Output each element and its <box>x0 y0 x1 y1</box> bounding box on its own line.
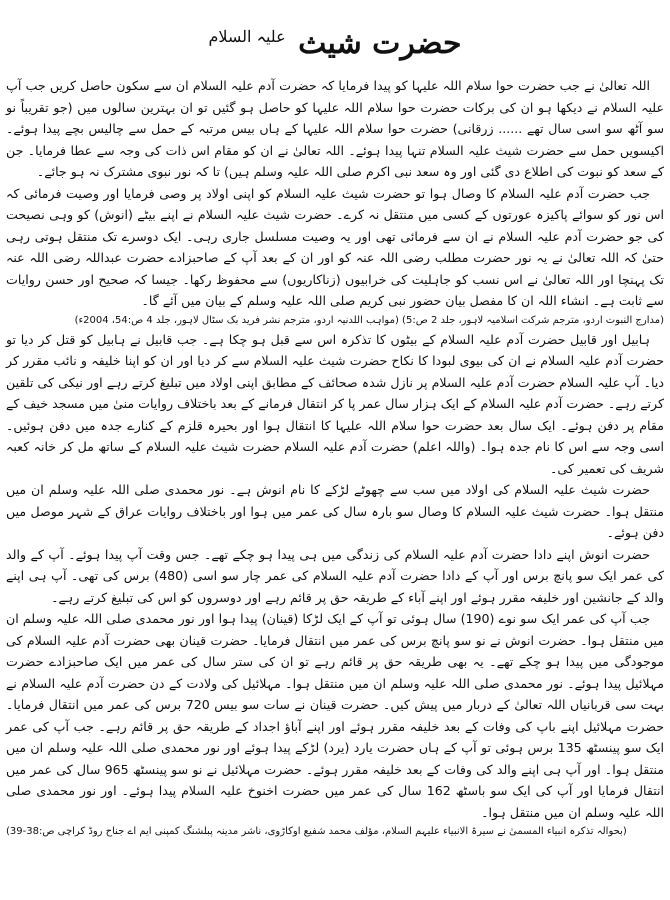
reference-source: (بحوالہ تذکرہ انبیاء المسمیٰ نے سیرۃ الانبیاء علیہم السلام، مؤلف محمد شفیع اوکاڑوی، ناشر مدینہ پبلشنگ کمپنی ایم اے جناح روڈ کراچی ص:38-39) <box>6 826 627 837</box>
paragraph-habil-qabil: ہابیل اور قابیل حضرت آدم علیہ السلام کے بیٹوں کا تذکرہ اس سے قبل ہو چکا ہے۔ جب قابیل نے ہابیل کو قتل کر دیا تو حضرت آدم علیہ السلام نے ان کی بیوی لبودا کا نکاح حضرت شیث علیہ السلام سے کر دیا اور ان کو اپنا خلیفہ و نائب مقرر کر دیا۔ آپ علیہ السلام حضرت آدم علیہ السلام پر نازل شدہ صحائف کے مطابق اپنی اولاد میں تبلیغ کرتے رہے اور نیکی کی تلقین کرتے رہے۔ حضرت آدم علیہ السلام کے ایک ہزار سال عمر پا کر انتقال فرمانے کے بعد باختلاف روایات منیٰ میں مسجد خیف کے مقام پر دفن ہوئے۔ ایک سال بعد حضرت حوا سلام اللہ علیہا کا انتقال ہوا اور بحیرہ قلزم کے کنارے جدہ میں دفن ہوئیں۔ اسی وجہ سے اس کا نام جدہ ہوا۔ (واللہ اعلم) حضرت آدم علیہ السلام حضرت شیث علیہ السلام کے ساتھ مل کر خانہ کعبہ شریف کی تعمیر کی۔ <box>6 331 664 476</box>
paragraph-hazrat-anoosh: حضرت انوش اپنے دادا حضرت آدم علیہ السلام کی زندگی میں ہی پیدا ہو چکے تھے۔ جس وقت آپ پیدا ہوئے۔ آپ کے والد کی عمر ایک سو پانچ برس اور آپ کے دادا حضرت آدم علیہ السلام کی عمر چار سو اسی (480) برس کی تھی۔ آپ ہی اپنے والد کے جانشین اور خلیفہ مقرر ہوئے اور اپنے آباء کے طریقہ حق پر قائم رہے اور دوسروں کو اس کی تبلیغ کرتے رہے۔ <box>6 546 664 605</box>
paragraph-descendants: جب آپ کی عمر ایک سو نوے (190) سال ہوئی تو آپ کے ایک لڑکا (قینان) پیدا ہوا اور نور محمدی صلی اللہ علیہ وسلم ان میں منتقل ہوا۔ حضرت انوش نے نو سو پانچ برس کی عمر میں انتقال فرمایا۔ حضرت قینان بھی حضرت آدم علیہ السلام کی موجودگی میں پیدا ہو چکے تھے۔ یہ بھی طریقہ حق پر قائم رہے تو ان کی ستر سال کی عمر میں ایک صاحبزادے حضرت مہلائیل پیدا ہوئے۔ نور محمدی صلی اللہ علیہ وسلم ان میں منتقل ہوا۔ مہلائیل کی ولادت کے دن حضرت آدم علیہ السلام نے بہت سی قربانیاں اللہ تعالیٰ کے دربار میں پیش کیں۔ حضرت قینان نے سات سو بیس 720 برس کی عمر میں انتقال فرمایا۔ حضرت مہلائیل اپنے باپ کی وفات کے بعد خلیفہ مقرر ہوئے اور اپنے آباؤ اجداد کے طریقہ حق پر قائم رہے۔ جب آپ کی عمر ایک سو پینسٹھ 135 برس ہوئی تو آپ کے ہاں حضرت یارد (یرد) لڑکے پیدا ہوئے اور نور محمدی صلی اللہ علیہ وسلم ان میں منتقل ہوا۔ اور آپ ہی اپنے والد کی وفات کے بعد خلیفہ مقرر ہوئے۔ حضرت مہلائیل نے نو سو پینسٹھ 965 سال کی عمر میں انتقال فرمایا اور آپ کی ایک سو باسٹھ 162 سال کی عمر میں حضرت اخنوخ علیہ السلام پیدا ہوئے۔ اور نور محمدی صلی اللہ علیہ وسلم ان میں منتقل ہوا۔ <box>6 611 665 820</box>
title-text: حضرت شیث <box>298 26 462 61</box>
article-body <box>6 75 664 840</box>
title-honorific: علیہ السلام <box>208 27 286 46</box>
page-title <box>6 26 664 61</box>
paragraph-children-of-sheeth: حضرت شیث علیہ السلام کی اولاد میں سب سے چھوٹے لڑکے کا نام انوش ہے۔ نور محمدی صلی اللہ علیہ وسلم ان میں منتقل ہوا۔ حضرت شیث علیہ السلام کا وصال سو بارہ سال کی عمر میں ہوا اور باختلاف روایات عراق کے شہر موصل میں دفن ہوئے۔ <box>6 482 664 540</box>
paragraph-birth-of-sheeth: اللہ تعالیٰ نے جب حضرت حوا سلام اللہ علیہا کو پیدا فرمایا کہ حضرت آدم علیہ السلام ان سے سکون حاصل کریں جب آپ علیہ السلام نے دیکھا ہو ان کی برکات حضرت حوا سلام اللہ علیہا کو حاصل ہو گئیں تو ان بہترین سالوں میں (جو تقریباً نو سو آٹھ سو اسی سال تھے ...... زرقانی) حضرت حوا سلام اللہ علیہا کے ہاں بیس مرتبہ کے حمل سے چالیس بچے پیدا ہوئے۔ اکیسویں حمل سے حضرت شیث علیہ السلام تنہا پیدا ہوئے۔ اللہ تعالیٰ نے ان کو مقام اس ذات کی وجہ سے عطا فرمایا۔ جن کے سعد کو نبوت کی اطلاع دی گئی اور وہ سعد نبی اکرم صلی اللہ علیہ وسلم ہیں) تا کہ نور نبوی مشترک نہ ہو جائے۔ <box>6 78 664 179</box>
paragraph-will-of-adam: جب حضرت آدم علیہ السلام کا وصال ہوا تو حضرت شیث علیہ السلام کو اپنی اولاد پر وصی فرمایا اور وصیت فرمائی کہ اس نور کو سوائے پاکیزہ عورتوں کے کسی میں منتقل نہ کرے۔ حضرت شیث علیہ السلام نے اپنے بیٹے (انوش) کو وہی نصیحت کی جو حضرت آدم علیہ السلام نے ان سے فرمائی تھی اور یہ وصیت مسلسل جاری رہی۔ ایک دوسرے تک منتقل ہوتی رہی حتیٰ کہ اللہ تعالیٰ نے یہ نور حضرت مطلب رضی اللہ عنہ کو اور ان کے بعد آپ کے صاحبزادے حضرت عبداللہ رضی اللہ عنہ تک پہنچا اور اللہ تعالیٰ نے اس نسب کو جاہلیت کی خرابیوں (زناکاریوں) سے محفوظ رکھا۔ جیسا کہ صحیح اور حسن روایات سے ثابت ہے۔ انشاء اللہ ان کا مفصل بیان حضور نبی کریم صلی اللہ علیہ وسلم کے بیان میں آئے گا۔ <box>6 185 664 308</box>
reference-note: (مدارج النبوت اردو، مترجم شرکت اسلامیہ لاہور، جلد 2 ص:5) (مواہب اللدنیہ اردو، مترجم نشر فرید بک سٹال لاہور، جلد 4 ص:54، 2004ء) <box>74 314 664 326</box>
